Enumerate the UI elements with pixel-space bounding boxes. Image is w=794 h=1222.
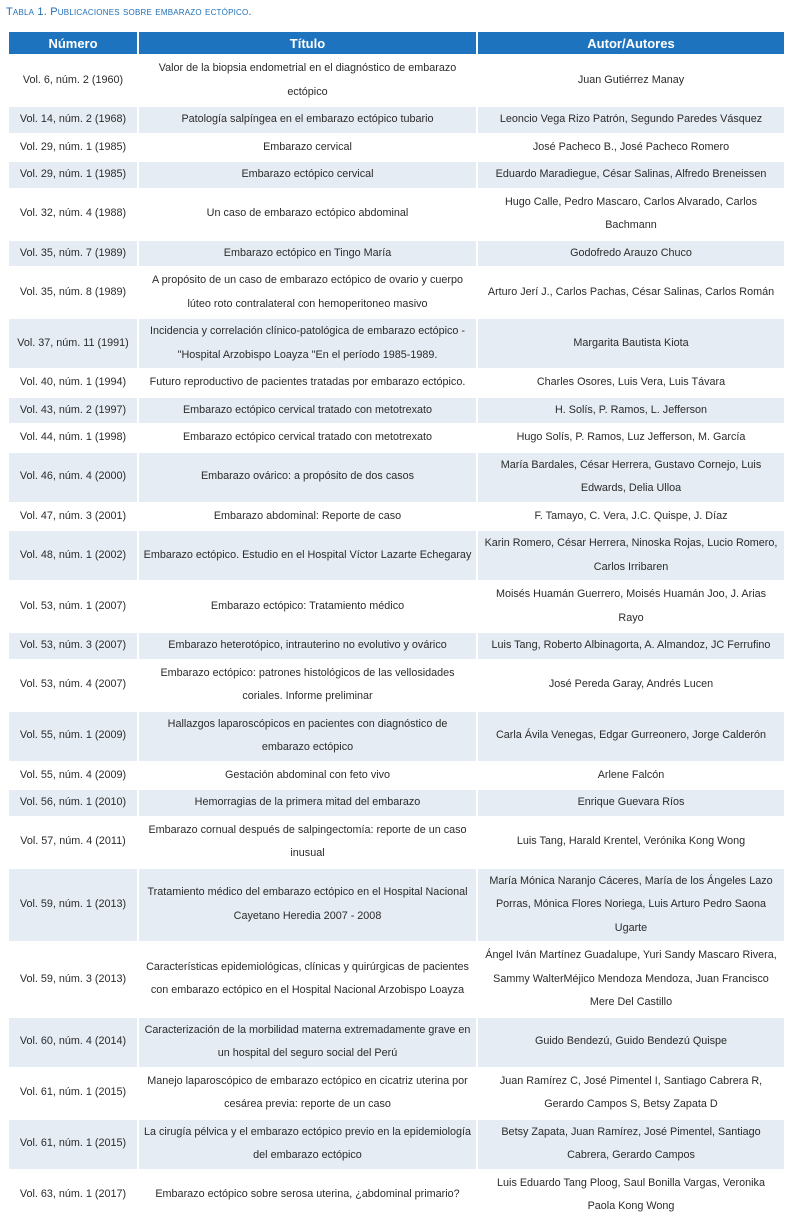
cell-autores: Carla Ávila Venegas, Edgar Gurreonero, Jorge Calderón [478,712,784,761]
table-row [9,453,784,502]
table-row [9,763,784,789]
cell-autores: F. Tamayo, C. Vera, J.C. Quispe, J. Díaz [478,504,784,530]
cell-numero: Vol. 46, núm. 4 (2000) [9,453,137,502]
cell-numero: Vol. 44, núm. 1 (1998) [9,425,137,451]
cell-autores: Luis Tang, Roberto Albinagorta, A. Almandoz, JC Ferrufino [478,633,784,659]
table-caption: Tabla 1. Publicaciones sobre embarazo ectópico. [6,6,252,18]
cell-titulo: Gestación abdominal con feto vivo [139,763,476,789]
cell-autores: Luis Eduardo Tang Ploog, Saul Bonilla Vargas, Veronika Paola Kong Wong [478,1171,784,1220]
cell-numero: Vol. 55, núm. 4 (2009) [9,763,137,789]
cell-numero: Vol. 6, núm. 2 (1960) [9,56,137,105]
column-header-numero: Número [9,32,137,54]
table-row [9,943,784,1016]
table-row [9,633,784,659]
cell-numero: Vol. 53, núm. 3 (2007) [9,633,137,659]
cell-numero: Vol. 32, núm. 4 (1988) [9,190,137,239]
column-header-titulo: Título [139,32,476,54]
table-row [9,107,784,133]
table-row [9,869,784,942]
cell-titulo: Embarazo ectópico en Tingo María [139,241,476,267]
cell-autores: H. Solís, P. Ramos, L. Jefferson [478,398,784,424]
cell-autores: María Mónica Naranjo Cáceres, María de los Ángeles Lazo Porras, Mónica Flores Noriega, Luis Arturo Pedro Saona Ugarte [478,869,784,942]
table-row [9,661,784,710]
cell-numero: Vol. 56, núm. 1 (2010) [9,790,137,816]
cell-autores: Juan Gutiérrez Manay [478,56,784,105]
cell-numero: Vol. 53, núm. 4 (2007) [9,661,137,710]
cell-autores: Juan Ramírez C, José Pimentel I, Santiago Cabrera R, Gerardo Campos S, Betsy Zapata D [478,1069,784,1118]
cell-numero: Vol. 29, núm. 1 (1985) [9,135,137,161]
cell-numero: Vol. 60, núm. 4 (2014) [9,1018,137,1067]
table-body [9,56,784,1220]
table-row [9,582,784,631]
cell-titulo: Embarazo abdominal: Reporte de caso [139,504,476,530]
cell-numero: Vol. 57, núm. 4 (2011) [9,818,137,867]
cell-autores: María Bardales, César Herrera, Gustavo Cornejo, Luis Edwards, Delia Ulloa [478,453,784,502]
cell-numero: Vol. 61, núm. 1 (2015) [9,1069,137,1118]
cell-titulo: Futuro reproductivo de pacientes tratadas por embarazo ectópico. [139,370,476,396]
cell-autores: Luis Tang, Harald Krentel, Verónika Kong Wong [478,818,784,867]
table-row [9,319,784,368]
cell-autores: Betsy Zapata, Juan Ramírez, José Pimentel, Santiago Cabrera, Gerardo Campos [478,1120,784,1169]
cell-numero: Vol. 14, núm. 2 (1968) [9,107,137,133]
column-header-autores: Autor/Autores [478,32,784,54]
table-row [9,1120,784,1169]
table-row [9,398,784,424]
cell-autores: Hugo Calle, Pedro Mascaro, Carlos Alvarado, Carlos Bachmann [478,190,784,239]
cell-titulo: Embarazo cornual después de salpingectomía: reporte de un caso inusual [139,818,476,867]
cell-titulo: Embarazo ectópico sobre serosa uterina, ¿abdominal primario? [139,1171,476,1220]
table-row [9,241,784,267]
cell-titulo: Embarazo ectópico. Estudio en el Hospital Víctor Lazarte Echegaray [139,531,476,580]
table-row [9,370,784,396]
publications-table [7,30,786,1222]
table-row [9,56,784,105]
cell-titulo: Embarazo ovárico: a propósito de dos casos [139,453,476,502]
cell-titulo: Embarazo ectópico cervical [139,162,476,188]
cell-autores: Enrique Guevara Ríos [478,790,784,816]
cell-autores: Arturo Jerí J., Carlos Pachas, César Salinas, Carlos Román [478,268,784,317]
table-row [9,818,784,867]
table-header-row [9,32,784,54]
cell-titulo: Tratamiento médico del embarazo ectópico en el Hospital Nacional Cayetano Heredia 2007 - 2008 [139,869,476,942]
cell-autores: José Pereda Garay, Andrés Lucen [478,661,784,710]
cell-titulo: Patología salpíngea en el embarazo ectópico tubario [139,107,476,133]
table-row [9,190,784,239]
cell-autores: Leoncio Vega Rizo Patrón, Segundo Paredes Vásquez [478,107,784,133]
cell-numero: Vol. 53, núm. 1 (2007) [9,582,137,631]
cell-numero: Vol. 37, núm. 11 (1991) [9,319,137,368]
cell-titulo: Embarazo ectópico: Tratamiento médico [139,582,476,631]
table-row [9,504,784,530]
cell-numero: Vol. 29, núm. 1 (1985) [9,162,137,188]
cell-titulo: Hallazgos laparoscópicos en pacientes con diagnóstico de embarazo ectópico [139,712,476,761]
cell-autores: Charles Osores, Luis Vera, Luis Távara [478,370,784,396]
table-row [9,135,784,161]
cell-numero: Vol. 59, núm. 1 (2013) [9,869,137,942]
table-row [9,162,784,188]
cell-titulo: Embarazo heterotópico, intrauterino no evolutivo y ovárico [139,633,476,659]
cell-autores: Ángel Iván Martínez Guadalupe, Yuri Sandy Mascaro Rivera, Sammy WalterMéjico Mendoza Mendoza, Juan Francisco Mere Del Castillo [478,943,784,1016]
cell-autores: Godofredo Arauzo Chuco [478,241,784,267]
cell-numero: Vol. 35, núm. 7 (1989) [9,241,137,267]
table-row [9,1069,784,1118]
table-row [9,268,784,317]
cell-autores: Arlene Falcón [478,763,784,789]
cell-numero: Vol. 47, núm. 3 (2001) [9,504,137,530]
cell-titulo: Hemorragias de la primera mitad del embarazo [139,790,476,816]
cell-autores: Guido Bendezú, Guido Bendezú Quispe [478,1018,784,1067]
table-row [9,425,784,451]
cell-titulo: A propósito de un caso de embarazo ectópico de ovario y cuerpo lúteo roto contralateral con hemoperitoneo masivo [139,268,476,317]
cell-titulo: Embarazo cervical [139,135,476,161]
cell-numero: Vol. 43, núm. 2 (1997) [9,398,137,424]
cell-autores: Moisés Huamán Guerrero, Moisés Huamán Joo, J. Arias Rayo [478,582,784,631]
table-row [9,790,784,816]
cell-numero: Vol. 40, núm. 1 (1994) [9,370,137,396]
cell-numero: Vol. 48, núm. 1 (2002) [9,531,137,580]
cell-numero: Vol. 35, núm. 8 (1989) [9,268,137,317]
cell-titulo: Valor de la biopsia endometrial en el diagnóstico de embarazo ectópico [139,56,476,105]
cell-titulo: Características epidemiológicas, clínicas y quirúrgicas de pacientes con embarazo ectópico en el Hospital Nacional Arzobispo Loayza [139,943,476,1016]
cell-numero: Vol. 59, núm. 3 (2013) [9,943,137,1016]
cell-numero: Vol. 61, núm. 1 (2015) [9,1120,137,1169]
cell-titulo: Un caso de embarazo ectópico abdominal [139,190,476,239]
table-row [9,1018,784,1067]
cell-titulo: Embarazo ectópico cervical tratado con metotrexato [139,398,476,424]
table-row [9,531,784,580]
cell-titulo: Manejo laparoscópico de embarazo ectópico en cicatriz uterina por cesárea previa: reporte de un caso [139,1069,476,1118]
cell-autores: Margarita Bautista Kiota [478,319,784,368]
table-row [9,1171,784,1220]
cell-numero: Vol. 63, núm. 1 (2017) [9,1171,137,1220]
cell-titulo: Embarazo ectópico: patrones histológicos de las vellosidades coriales. Informe preliminar [139,661,476,710]
cell-titulo: Embarazo ectópico cervical tratado con metotrexato [139,425,476,451]
cell-autores: Eduardo Maradiegue, César Salinas, Alfredo Breneissen [478,162,784,188]
cell-titulo: Incidencia y correlación clínico-patológica de embarazo ectópico - "Hospital Arzobispo Loayza "En el período 1985-1989. [139,319,476,368]
cell-titulo: La cirugía pélvica y el embarazo ectópico previo en la epidemiología del embarazo ectópico [139,1120,476,1169]
cell-titulo: Caracterización de la morbilidad materna extremadamente grave en un hospital del seguro social del Perú [139,1018,476,1067]
table-row [9,712,784,761]
cell-numero: Vol. 55, núm. 1 (2009) [9,712,137,761]
publications-table-wrapper [7,30,786,1222]
cell-autores: Karin Romero, César Herrera, Ninoska Rojas, Lucio Romero, Carlos Irribaren [478,531,784,580]
cell-autores: Hugo Solís, P. Ramos, Luz Jefferson, M. García [478,425,784,451]
cell-autores: José Pacheco B., José Pacheco Romero [478,135,784,161]
